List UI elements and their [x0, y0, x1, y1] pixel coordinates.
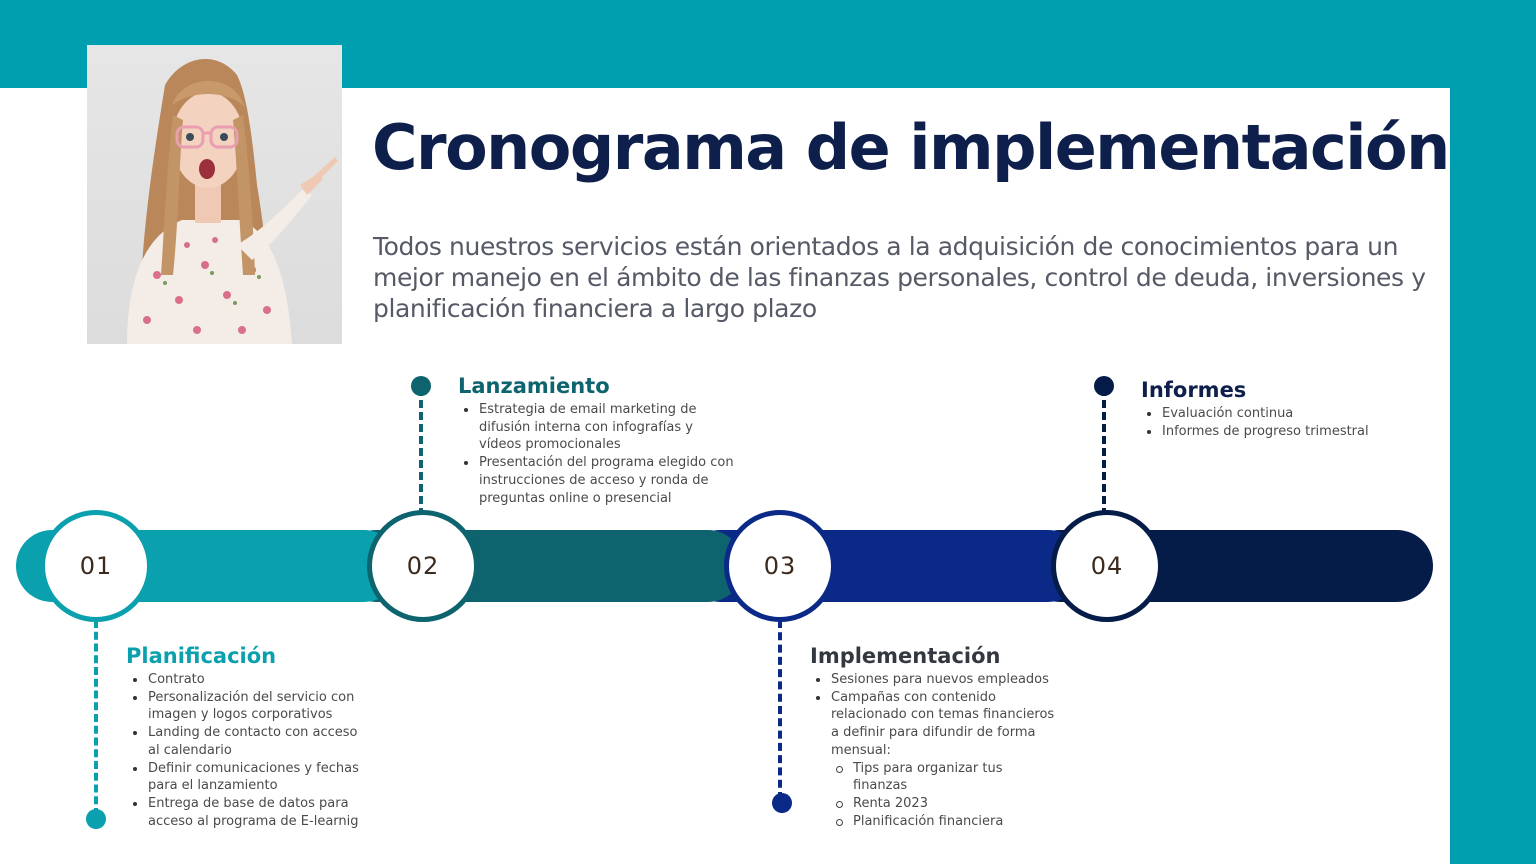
step-1-list — [127, 671, 367, 830]
list-item: Entrega de base de datos para acceso al programa de E-learnig — [127, 795, 367, 830]
right-frame-band — [1450, 0, 1536, 864]
step-1-number: 01 — [40, 510, 152, 622]
step-2-title: Lanzamiento — [458, 374, 610, 398]
page-title: Cronograma de implementación — [372, 111, 1449, 184]
step-4-number: 04 — [1051, 510, 1163, 622]
step-1-title: Planificación — [126, 644, 277, 668]
page-subtitle: Todos nuestros servicios están orientados a la adquisición de conocimientos para un mejor manejo en el ámbito de las finanzas personales, control de deuda, inversiones y planificación financiera a largo plazo — [373, 232, 1426, 323]
sub-list-item: Planificación financiera — [810, 813, 1058, 831]
list-item: Personalización del servicio con imagen y logos corporativos — [127, 689, 367, 724]
list-item: Contrato — [127, 671, 367, 689]
step-4-stem — [1102, 388, 1106, 516]
step-2-end-dot — [411, 376, 431, 396]
step-1-stem — [94, 620, 98, 816]
step-4-end-dot — [1094, 376, 1114, 396]
step-3-list — [810, 671, 1058, 830]
step-2-number: 02 — [367, 510, 479, 622]
list-item: Landing de contacto con acceso al calendario — [127, 724, 367, 759]
sub-list-item: Tips para organizar tus finanzas — [810, 760, 1058, 795]
step-2-stem — [419, 388, 423, 516]
woman-pointing-illustration — [87, 45, 342, 344]
list-item: Evaluación continua — [1141, 405, 1431, 423]
presenter-photo — [87, 45, 342, 344]
step-4-list — [1141, 405, 1431, 440]
step-2-list — [458, 401, 736, 507]
step-3-number: 03 — [724, 510, 836, 622]
list-item: Informes de progreso trimestral — [1141, 423, 1431, 441]
list-item: Definir comunicaciones y fechas para el lanzamiento — [127, 760, 367, 795]
step-3-title: Implementación — [810, 644, 1001, 668]
step-1-end-dot — [86, 809, 106, 829]
step-3-stem — [778, 620, 782, 800]
list-item: Sesiones para nuevos empleados — [810, 671, 1058, 689]
sub-list-item: Renta 2023 — [810, 795, 1058, 813]
list-item: Presentación del programa elegido con instrucciones de acceso y ronda de preguntas online o presencial — [458, 454, 736, 507]
list-item: Campañas con contenido relacionado con temas financieros a definir para difundir de forma mensual: — [810, 689, 1058, 760]
list-item: Estrategia de email marketing de difusión interna con infografías y vídeos promocionales — [458, 401, 736, 454]
step-4-title: Informes — [1141, 378, 1247, 402]
step-3-end-dot — [772, 793, 792, 813]
